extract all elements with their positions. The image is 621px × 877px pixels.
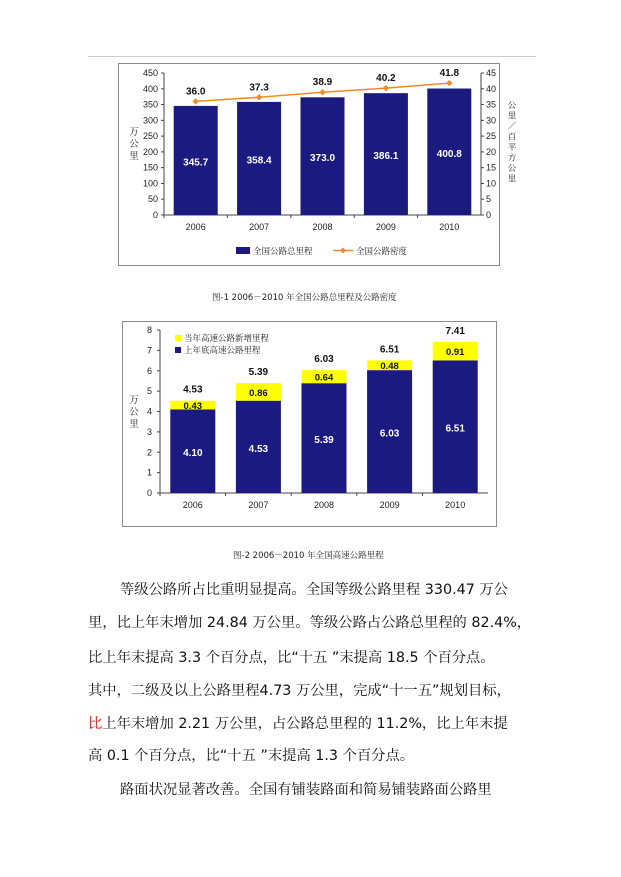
density-value-label: 38.9 [312,77,333,89]
paragraph-line-6: 高 0.1 个百分点，比“十五 ”末提高 1.3 个百分点。 [88,748,415,764]
y-axis-label-left-char: 公 [129,139,139,150]
y-axis-label-right-char: 平 [507,143,517,153]
y-axis-label-char: 万 [129,395,139,406]
y-tick-label-left: 400 [142,83,158,94]
y-tick-label: 0 [146,488,152,498]
x-tick-label: 2008 [312,222,333,232]
y-tick-label: 2 [146,447,152,458]
figure2-caption: 图-2 2006－2010 年全国高速公路里程 [233,551,384,561]
x-tick-label: 2010 [439,222,460,232]
x-tick-label: 2009 [379,500,400,510]
bar-value-label: 345.7 [183,157,209,169]
new-value-label: 0.48 [380,361,399,373]
y-axis-label-left-char: 万 [129,127,139,138]
y-tick-label-right: 10 [486,178,497,189]
legend-swatch-base [175,347,181,353]
y-tick-label: 4 [146,406,152,417]
y-tick-label-right: 30 [486,115,497,126]
y-tick-label-right: 45 [486,68,497,78]
x-tick-label: 2007 [249,222,270,232]
base-value-label: 6.03 [379,428,400,440]
y-tick-label-right: 35 [486,99,497,110]
y-tick-label: 5 [146,386,152,397]
y-axis-label-right-char: 公 [507,164,517,174]
density-value-label: 36.0 [185,86,206,98]
y-tick-label: 7 [146,345,152,356]
base-value-label: 4.53 [248,443,269,455]
new-value-label: 0.43 [183,401,203,413]
density-marker [193,98,199,104]
highlighted-char: 比 [88,716,103,732]
y-tick-label-right: 20 [486,146,497,157]
y-tick-label-left: 0 [152,210,158,220]
y-tick-label-left: 200 [142,146,158,157]
density-marker [383,85,389,91]
x-tick-label: 2008 [313,500,335,510]
header-rule [88,56,536,57]
y-axis-label-char: 公 [129,407,139,418]
density-value-label: 37.3 [249,82,269,94]
y-tick-label-left: 50 [147,194,158,205]
y-tick-label-right: 5 [486,194,492,205]
legend-label-base: 上年底高速公路里程 [184,346,261,356]
x-tick-label: 2007 [248,500,269,510]
figure1-caption: 图-1 2006－2010 年全国公路总里程及公路密度 [212,293,397,303]
paragraph-line-5-rest: 上年末增加 2.21 万公里，占公路总里程的 11.2%，比上年末提 [102,716,508,732]
total-value-label: 6.03 [314,354,334,366]
base-value-label: 6.51 [445,423,465,435]
y-tick-label-left: 150 [142,162,158,173]
y-axis-label-right-char: 公 [507,101,517,111]
bar-value-label: 400.8 [436,148,462,160]
legend-swatch-marker [340,248,346,254]
y-tick-label-left: 350 [142,99,158,110]
x-tick-label: 2006 [182,500,203,510]
x-tick-label: 2010 [445,500,466,510]
legend-label-new: 当年高速公路新增里程 [184,334,270,344]
paragraph-line-4: 其中，二级及以上公路里程4.73 万公里，完成“十一五”规划目标， [88,683,511,699]
y-tick-label-left: 450 [142,68,158,78]
density-marker [319,89,325,95]
density-marker [256,94,262,100]
y-tick-label-right: 0 [486,210,492,220]
paragraph-line-7: 路面状况显著改善。全国有铺装路面和简易铺装路面公路里 [120,782,492,798]
total-value-label: 7.41 [445,325,465,337]
y-axis-label-right-char: 百 [507,132,517,143]
new-value-label: 0.64 [314,372,334,384]
base-value-label: 4.10 [183,448,203,460]
y-axis-label-char: 里 [129,419,139,430]
density-marker [446,80,452,86]
paragraph-line-5 [88,714,508,734]
y-tick-label: 6 [146,365,152,376]
y-tick-label: 1 [146,467,152,478]
x-tick-label: 2009 [375,222,396,232]
paragraph-line-3: 比上年末提高 3.3 个百分点，比“十五 ”末提高 18.5 个百分点。 [88,650,495,666]
y-tick-label-right: 15 [486,162,497,173]
total-value-label: 6.51 [379,344,400,356]
x-tick-label: 2006 [185,222,206,232]
y-tick-label: 8 [146,325,152,335]
density-value-label: 40.2 [376,73,396,85]
density-value-label: 41.8 [439,68,460,80]
paragraph-line-2: 里，比上年末增加 24.84 万公里。等级公路占公路总里程的 82.4%， [88,615,532,631]
y-axis-label-right-char: 方 [507,153,517,164]
y-axis-label-right-char: 里 [507,111,517,122]
y-tick-label: 3 [146,426,152,437]
new-value-label: 0.86 [249,387,268,399]
y-axis-label-left-char: 里 [129,151,139,162]
expressway-mileage-chart [122,321,497,527]
y-tick-label-right: 40 [486,83,497,94]
new-value-label: 0.91 [445,347,465,359]
y-axis-label-right-char: ／ [507,122,517,132]
y-tick-label-right: 25 [486,131,497,142]
paragraph-line-1: 等级公路所占比重明显提高。全国等级公路里程 330.47 万公 [120,582,508,598]
total-value-label: 5.39 [248,367,269,379]
chart1-svg [119,64,517,265]
y-tick-label-left: 300 [142,115,158,126]
y-tick-label-left: 100 [142,178,158,189]
bar-value-label: 386.1 [373,151,399,163]
legend-swatch-new [175,335,181,341]
y-tick-label-left: 250 [142,131,158,142]
base-value-label: 5.39 [314,435,334,447]
total-value-label: 4.53 [183,384,203,396]
legend-label-line: 全国公路密度 [356,247,408,257]
highway-mileage-density-chart [118,63,517,266]
y-axis-label-right-char: 里 [507,174,517,185]
chart2-svg [123,322,496,526]
legend-label-bar: 全国公路总里程 [253,247,313,257]
legend-swatch-bar [236,247,250,254]
bar-value-label: 358.4 [246,155,272,167]
bar-value-label: 373.0 [309,153,336,165]
